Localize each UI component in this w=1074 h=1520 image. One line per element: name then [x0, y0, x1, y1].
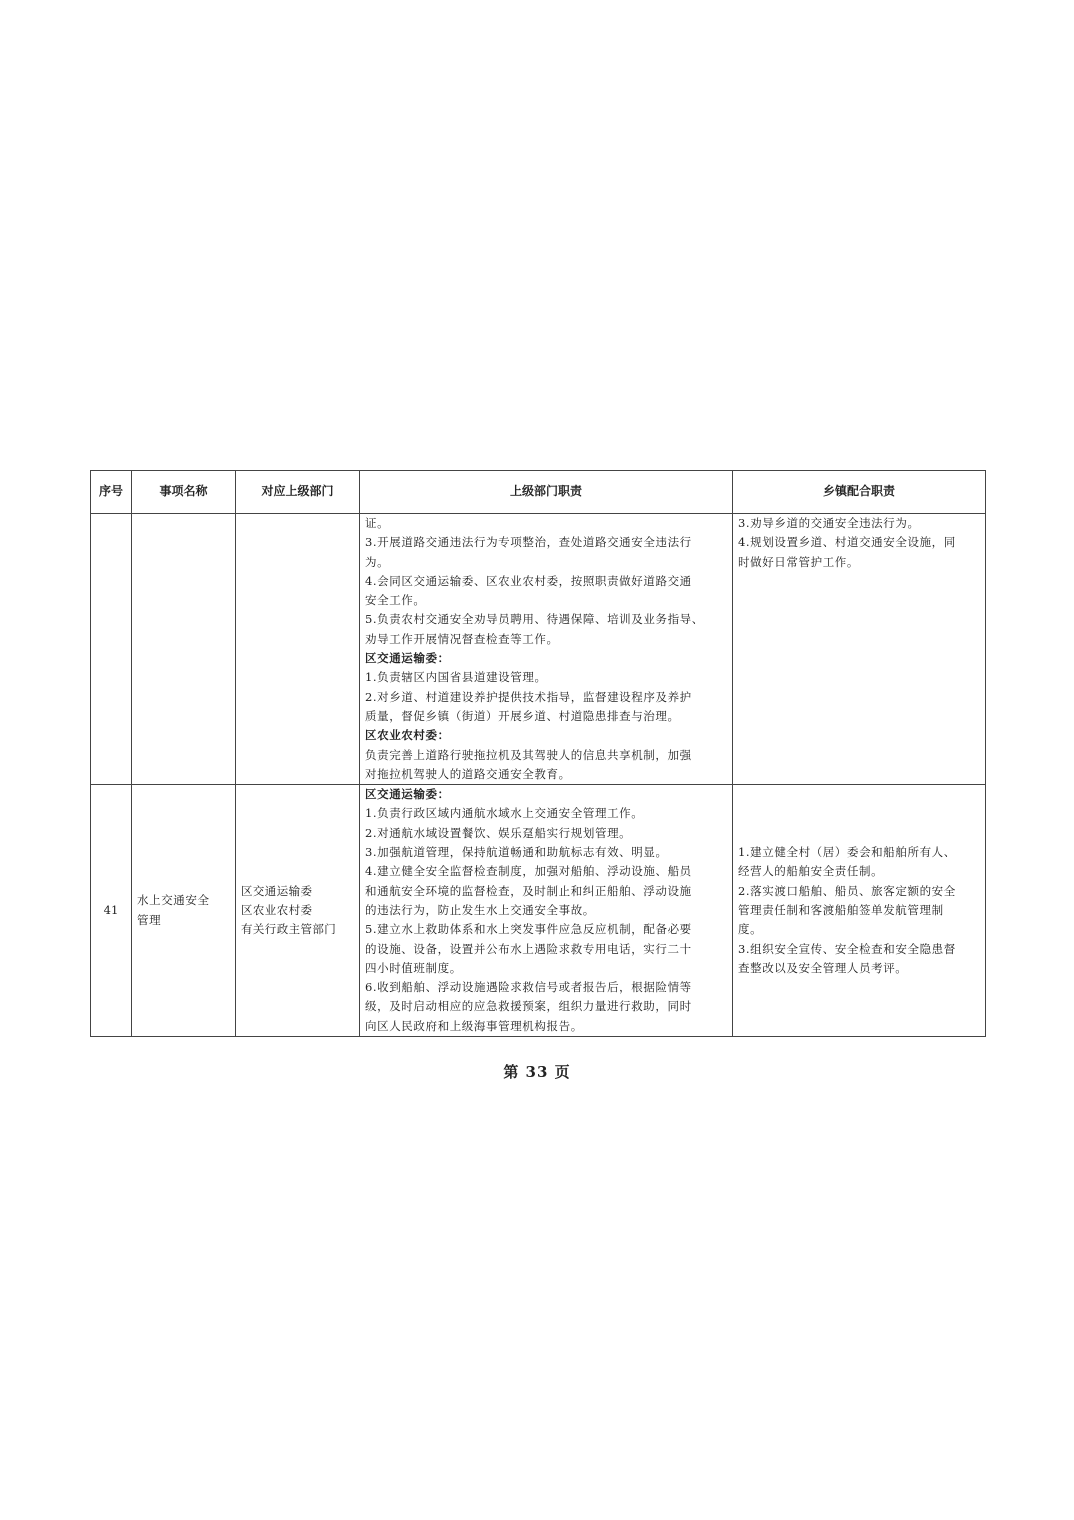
town-duty-line: 度。 [738, 922, 763, 937]
header-town-duties: 乡镇配合职责 [733, 471, 986, 514]
upper-department-cell [236, 514, 360, 785]
duty-line: 对拖拉机驾驶人的道路交通安全教育。 [365, 766, 571, 781]
header-seq: 序号 [91, 471, 132, 514]
town-duty-line: 2.落实渡口船舶、船员、旅客定额的安全 [738, 883, 956, 898]
duty-line: 1.负责行政区域内通航水域水上交通安全管理工作。 [365, 806, 644, 821]
town-duty-line: 1.建立健全村（居）委会和船舶所有人、 [738, 845, 956, 860]
town-duty-line: 3.劝导乡道的交通安全违法行为。 [738, 516, 920, 530]
page-number: 第 33 页 [503, 1063, 571, 1081]
duty-line: 的违法行为，防止发生水上交通安全事故。 [365, 902, 595, 917]
department-name: 有关行政主管部门 [241, 922, 337, 937]
duty-line: 安全工作。 [365, 593, 426, 608]
duty-line: 2.对乡道、村道建设养护提供技术指导，监督建设程序及养护 [365, 689, 692, 704]
duty-line: 级，及时启动相应的应急救援预案，组织力量进行救助，同时 [365, 999, 692, 1014]
duty-line: 6.收到船舶、浮动设施遇险求救信号或者报告后，根据险情等 [365, 980, 692, 995]
town-duties-cell [733, 785, 986, 1037]
duty-line: 的设施、设备，设置并公布水上遇险求救专用电话，实行二十 [365, 941, 692, 956]
town-duty-line: 经营人的船舶安全责任制。 [738, 864, 884, 879]
seq-cell: 41 [91, 785, 132, 1037]
town-duty-line: 管理责任制和客渡船舶签单发航管理制 [738, 902, 944, 917]
upper-duties-cell [360, 514, 733, 785]
town-duty-line: 查整改以及安全管理人员考评。 [738, 960, 908, 975]
header-item-name: 事项名称 [132, 471, 236, 514]
duty-line: 1.负责辖区内国省县道建设管理。 [365, 670, 547, 685]
duty-line: 5.建立水上救助体系和水上突发事件应急反应机制，配备必要 [365, 922, 692, 937]
duty-line: 4.会同区交通运输委、区农业农村委，按照职责做好道路交通 [365, 573, 692, 588]
duty-line: 质量，督促乡镇（街道）开展乡道、村道隐患排查与治理。 [365, 708, 680, 723]
department-name: 区农业农村委 [241, 902, 313, 917]
town-duty-line: 4.规划设置乡道、村道交通安全设施，同 [738, 535, 956, 550]
department-heading: 区交通运输委： [365, 787, 450, 802]
town-duty-line: 时做好日常管护工作。 [738, 554, 859, 569]
duty-line: 和通航安全环境的监督检查，及时制止和纠正船舶、浮动设施 [365, 883, 692, 898]
table-header-row [91, 471, 986, 514]
duty-line: 劝导工作开展情况督查检查等工作。 [365, 631, 559, 646]
item-name-line: 水上交通安全 [137, 893, 210, 908]
item-name-line: 管理 [137, 912, 162, 927]
duty-line: 证。 [365, 516, 390, 530]
department-heading: 区农业农村委： [365, 728, 450, 743]
table-row [91, 785, 986, 1037]
item-name-cell [132, 785, 236, 1037]
duty-table [90, 470, 986, 1037]
upper-duties-cell [360, 785, 733, 1037]
upper-department-cell [236, 785, 360, 1037]
duty-line: 3.加强航道管理，保持航道畅通和助航标志有效、明显。 [365, 845, 668, 860]
header-upper-department: 对应上级部门 [236, 471, 360, 514]
seq-cell [91, 514, 132, 785]
duty-line: 4.建立健全安全监督检查制度，加强对船舶、浮动设施、船员 [365, 864, 692, 879]
duty-line: 为。 [365, 554, 390, 569]
duty-line: 向区人民政府和上级海事管理机构报告。 [365, 1018, 583, 1033]
item-name-cell [132, 514, 236, 785]
duty-line: 负责完善上道路行驶拖拉机及其驾驶人的信息共享机制，加强 [365, 747, 692, 762]
department-heading: 区交通运输委： [365, 651, 450, 666]
duty-line: 四小时值班制度。 [365, 960, 462, 975]
town-duties-cell [733, 514, 986, 785]
duty-line: 5.负责农村交通安全劝导员聘用、待遇保障、培训及业务指导、 [365, 612, 704, 627]
town-duty-line: 3.组织安全宣传、安全检查和安全隐患督 [738, 941, 956, 956]
duty-line: 2.对通航水域设置餐饮、娱乐趸船实行规划管理。 [365, 825, 632, 840]
table-row [91, 514, 986, 785]
department-name: 区交通运输委 [241, 883, 313, 898]
header-upper-duties: 上级部门职责 [360, 471, 733, 514]
duty-line: 3.开展道路交通违法行为专项整治，查处道路交通安全违法行 [365, 535, 692, 550]
